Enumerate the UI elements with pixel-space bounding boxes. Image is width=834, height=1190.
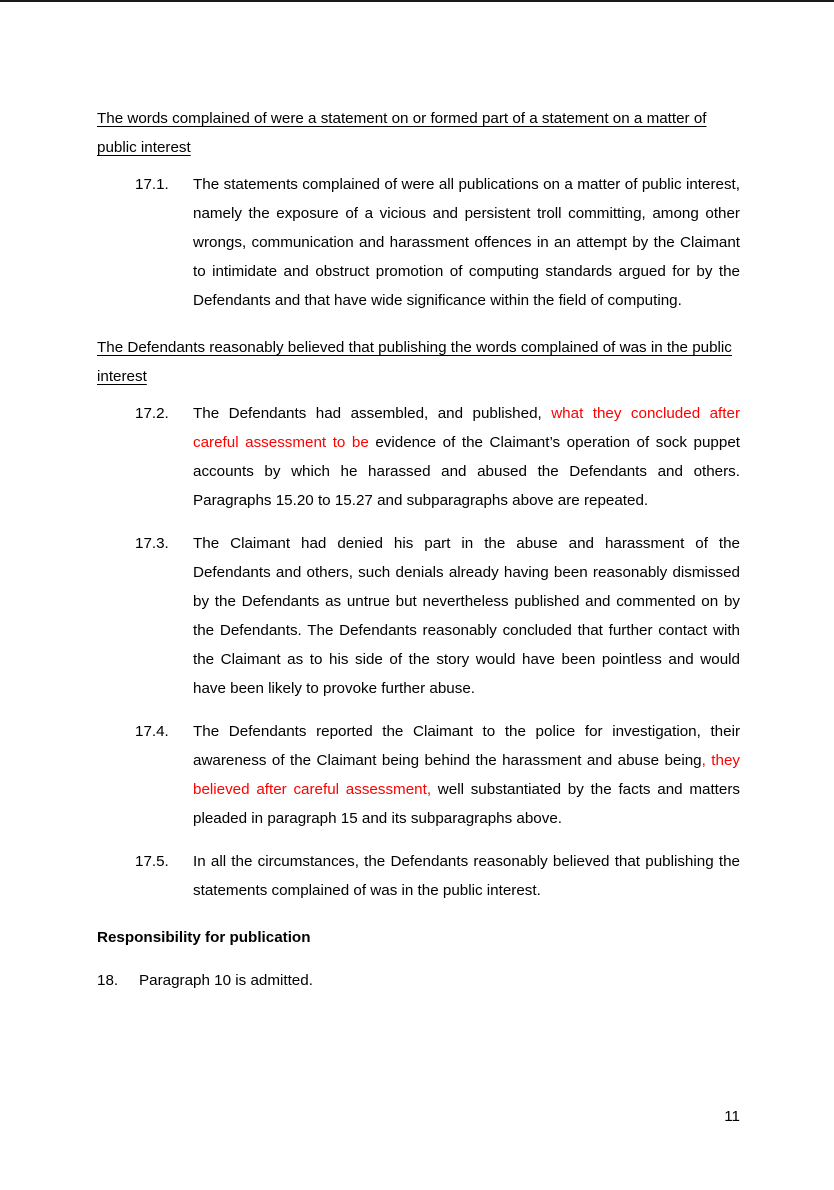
paragraph-17-2-text-after: evidence of the Claimant’s operation of sock puppet accounts by which he harassed and abused the Defendants and others. Paragraphs 15.20 to 15.27 and subparagraphs above are repeated. [193,434,740,509]
paragraph-17-2-number: 17.2. [135,405,169,422]
heading-public-interest-statement [97,104,740,162]
paragraph-17-4 [97,717,740,833]
paragraph-17-2-text [193,399,740,515]
paragraph-17-5-text: In all the circumstances, the Defendants reasonably believed that publishing the statements complained of was in the public interest. [193,853,740,899]
spacer [97,905,740,923]
spacer [97,391,740,399]
paragraph-17-2-text-before: The Defendants had assembled, and published, [193,405,552,422]
heading-public-interest-statement-text: The words complained of were a statement on or formed part of a statement on a matter of public interest [97,110,707,156]
heading-responsibility-for-publication: Responsibility for publication [97,929,311,946]
paragraph-18 [97,966,740,995]
spacer [97,833,740,847]
paragraph-17-5-number: 17.5. [135,853,169,870]
paragraph-17-4-text-after: well substantiated by the facts and matters pleaded in paragraph 15 and its subparagraphs above. [193,781,740,827]
heading-reasonable-belief [97,333,740,391]
paragraph-17-4-text [193,717,740,833]
spacer [97,162,740,170]
paragraph-17-4-number: 17.4. [135,723,169,740]
spacer [97,952,740,966]
paragraph-17-5 [97,847,740,905]
paragraph-18-number: 18. [97,972,119,989]
page-content [97,104,740,995]
paragraph-17-1-text: The statements complained of were all publications on a matter of public interest, namely the exposure of a vicious and persistent troll committing, among other wrongs, communication and harassment offences in an attempt by the Claimant to intimidate and obstruct promotion of computing standards argued for by the Defendants and that have wide significance within the field of computing. [193,176,740,309]
paragraph-17-1-number: 17.1. [135,176,169,193]
paragraph-17-4-inserted-text: , they believed after careful assessment, [193,752,740,798]
paragraph-17-3 [97,529,740,703]
spacer [97,315,740,333]
paragraph-17-1 [97,170,740,315]
paragraph-17-3-number: 17.3. [135,535,169,552]
paragraph-18-text: Paragraph 10 is admitted. [139,972,313,989]
heading-reasonable-belief-text: The Defendants reasonably believed that publishing the words complained of was in the public interest [97,339,732,385]
spacer [97,515,740,529]
paragraph-17-4-text-before: The Defendants reported the Claimant to the police for investigation, their awareness of the Claimant being behind the harassment and abuse being [193,723,740,769]
paragraph-17-2 [97,399,740,515]
paragraph-17-2-inserted-text: what they concluded after careful assessment to be [193,405,740,451]
page-number: 11 [724,1108,740,1125]
paragraph-17-3-text: The Claimant had denied his part in the abuse and harassment of the Defendants and others, such denials already having been reasonably dismissed by the Defendants as untrue but nevertheless published and commented on by the Defendants. The Defendants reasonably concluded that further contact with the Claimant as to his side of the story would have been pointless and would have been likely to provoke further abuse. [193,535,740,697]
spacer [97,703,740,717]
